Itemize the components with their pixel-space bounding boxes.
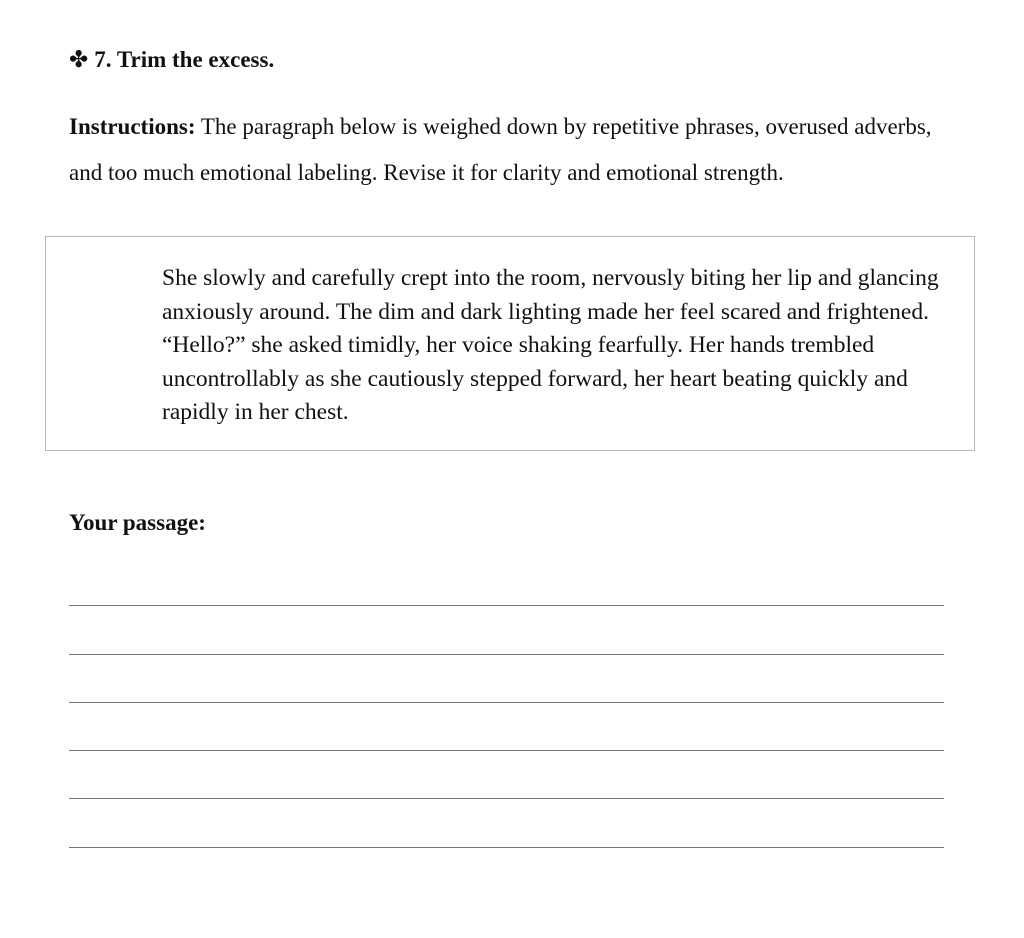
writing-line[interactable]: [69, 798, 944, 799]
writing-line[interactable]: [69, 847, 944, 848]
writing-line[interactable]: [69, 654, 944, 655]
your-passage-label: Your passage:: [69, 510, 206, 535]
sample-passage-box: [45, 236, 975, 451]
exercise-heading: [69, 44, 274, 76]
exercise-title: 7. Trim the excess.: [94, 47, 275, 72]
writing-line[interactable]: [69, 605, 944, 606]
writing-line[interactable]: [69, 702, 944, 703]
instructions-text: The paragraph below is weighed down by repetitive phrases, overused adverbs, and too much emotional labeling. Revise it for clarity and emotional strength.: [69, 114, 932, 185]
writing-line[interactable]: [69, 750, 944, 751]
sample-passage-text: She slowly and carefully crept into the room, nervously biting her lip and glancing anxiously around. The dim and dark lighting made her feel scared and frightened. “Hello?” she asked timidly, her voice shaking fearfully. Her hands trembled uncontrollably as she cautiously stepped forward, her heart beating quickly and rapidly in her chest.: [162, 265, 939, 425]
clover-icon: ✤: [69, 47, 89, 72]
instructions-paragraph: [69, 104, 969, 196]
instructions-label: Instructions:: [69, 114, 196, 139]
